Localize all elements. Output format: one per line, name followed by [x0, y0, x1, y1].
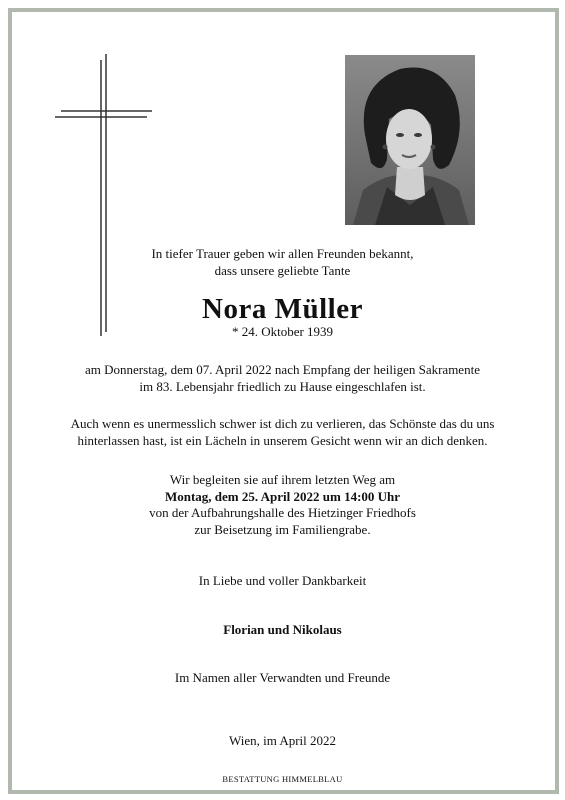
intro-line-2: dass unsere geliebte Tante — [214, 262, 351, 278]
intro-text — [0, 246, 565, 279]
death-line-1: am Donnerstag, dem 07. April 2022 nach Empfang der heiligen Sakramente — [85, 362, 480, 377]
quote-text — [0, 416, 565, 449]
portrait-photo — [345, 55, 475, 225]
quote-line-2: hinterlassen hast, ist ein Lächeln in unserem Gesicht wenn wir an dich denken. — [77, 432, 488, 448]
quote-line-1: Auch wenn es unermesslich schwer ist dich zu verlieren, das Schönste das du uns — [70, 416, 495, 431]
death-line-2: im 83. Lebensjahr friedlich zu Hause eingeschlafen ist. — [139, 378, 426, 394]
relatives-text: Im Namen aller Verwandten und Freunde — [174, 670, 391, 685]
deceased-name: Nora Müller — [202, 293, 363, 325]
funeral-line-4: zur Beisetzung im Familiengrabe. — [194, 521, 371, 537]
place-date: Wien, im April 2022 — [228, 733, 337, 748]
funeral-date: Montag, dem 25. April 2022 um 14:00 Uhr — [164, 488, 401, 504]
funeral-details — [0, 472, 565, 538]
funeral-line-1: Wir begleiten sie auf ihrem letzten Weg am — [169, 472, 396, 487]
mourners-names: Florian und Nikolaus — [223, 622, 342, 637]
undertaker-name: BESTATTUNG HIMMELBLAU — [222, 774, 343, 784]
death-announcement — [0, 362, 565, 395]
funeral-line-3: von der Aufbahrungshalle des Hietzinger Friedhofs — [149, 505, 416, 520]
birth-date: * 24. Oktober 1939 — [231, 324, 334, 339]
gratitude-text: In Liebe und voller Dankbarkeit — [198, 573, 367, 588]
intro-line-1: In tiefer Trauer geben wir allen Freunden bekannt, — [151, 246, 414, 261]
